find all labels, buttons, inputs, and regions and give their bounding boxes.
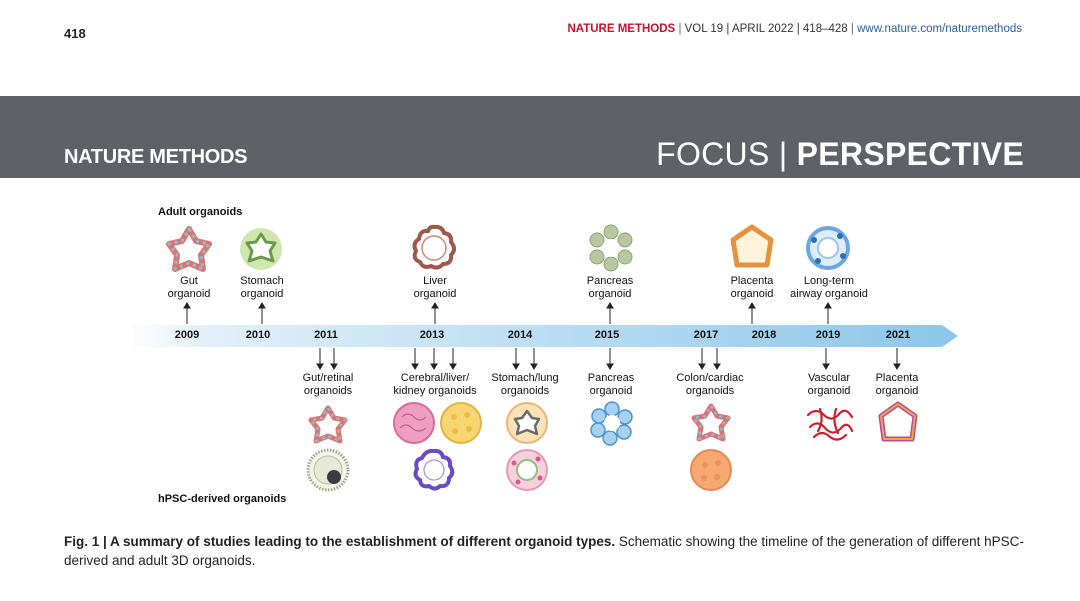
vascular-organoid-icon [808,409,852,440]
lung-organoid-icon [507,450,547,490]
hpsc-label-cerebral-liver-kidney: Cerebral/liver/ kidney organoids [393,372,477,397]
placenta-hpsc-organoid-icon [881,404,915,439]
adult-label-stomach: Stomach organoid [240,275,284,300]
separator: | [850,23,858,35]
year-label-2010: 2010 [245,329,271,341]
gut-hpsc-organoid-icon [311,408,345,441]
stomach-organoid-icon [240,228,282,270]
pancreas-organoid-icon [590,225,632,271]
section-divider: | [778,136,797,172]
adult-label-gut: Gut organoid [167,275,211,300]
journal-url[interactable]: www.nature.com/naturemethods [857,23,1022,35]
retinal-organoid-icon [308,450,348,490]
cardiac-organoid-icon [691,450,731,490]
adult-label-liver: Liver organoid [413,275,457,300]
section-perspective: PERSPECTIVE [796,136,1024,172]
adult-label-airway: Long-term airway organoid [790,275,868,300]
running-head [567,23,1022,35]
page-number: 418 [64,26,86,41]
timeline-diagram [0,178,1080,518]
pancreas-hpsc-organoid-icon [591,402,632,445]
figure-caption [64,532,1024,570]
adult-label-pancreas: Pancreas organoid [586,275,634,300]
year-label-2017: 2017 [693,329,719,341]
colon-organoid-icon [694,406,728,439]
placenta-organoid-icon [733,227,771,265]
year-label-2015: 2015 [594,329,620,341]
adult-organoids-label: Adult organoids [158,206,243,218]
gut-organoid-icon [169,229,209,269]
banner-brand: NATURE METHODS [64,146,248,168]
year-label-2021: 2021 [885,329,911,341]
separator: | [678,23,685,35]
timeline-figure [0,178,1080,518]
adult-connectors [184,303,831,324]
year-label-2013: 2013 [419,329,445,341]
cerebral-organoid-icon [394,403,434,443]
banner-section [656,136,1024,173]
year-label-2011: 2011 [314,329,338,341]
stomach-hpsc-organoid-icon [507,403,547,443]
liver-organoid-icon [415,227,454,268]
hpsc-connectors [317,348,900,369]
citation: VOL 19 | APRIL 2022 | 418–428 [684,23,848,35]
year-label-2019: 2019 [815,329,841,341]
hpsc-label-vascular: Vascular organoid [807,372,851,397]
year-label-2018: 2018 [751,329,777,341]
hpsc-label-gut-retinal: Gut/retinal organoids [302,372,354,397]
adult-label-placenta: Placenta organoid [730,275,774,300]
hpsc-label-placenta: Placenta organoid [875,372,919,397]
journal-name: NATURE METHODS [567,23,676,35]
hpsc-organoids-label: hPSC-derived organoids [158,493,287,505]
caption-title: Fig. 1 | A summary of studies leading to the establishment of different organoid types. [64,534,616,549]
section-focus: FOCUS [656,136,770,172]
year-label-2009: 2009 [174,329,200,341]
hpsc-label-stomach-lung: Stomach/lung organoids [491,372,559,397]
year-label-2014: 2014 [507,329,533,341]
section-banner [0,96,1080,178]
kidney-organoid-icon [416,451,453,489]
hpsc-label-pancreas: Pancreas organoid [587,372,635,397]
caption-text: Schematic showing the timeline of the generation of different hPSC-derived and adult 3D organoids. [64,534,1024,568]
hpsc-label-colon-cardiac: Colon/cardiac organoids [676,372,744,397]
liver-hpsc-organoid-icon [441,403,481,443]
airway-organoid-icon [808,228,848,268]
